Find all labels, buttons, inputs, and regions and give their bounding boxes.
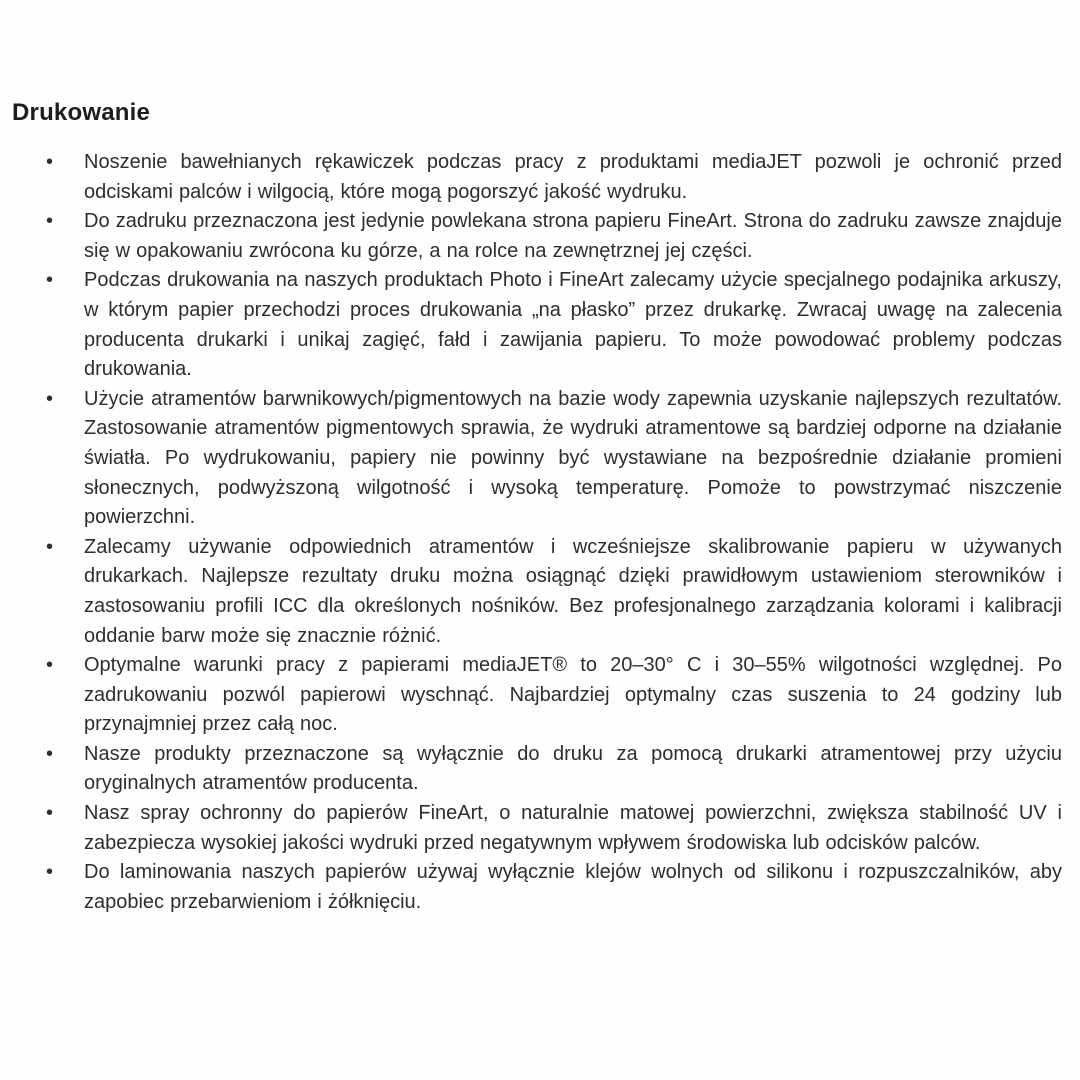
bullet-icon: • (46, 269, 54, 292)
list-item-text: Noszenie bawełnianych rękawiczek podczas pracy z produktami mediaJET pozwoli je ochronić przed odciskami palców i wilgocią, które mogą pogorszyć jakość wydruku. (84, 151, 1062, 203)
list-item (0, 858, 1080, 917)
list-item (0, 533, 1080, 651)
list-item (0, 799, 1080, 858)
list-item (0, 207, 1080, 266)
list-item-text: Podczas drukowania na naszych produktach Photo i FineArt zalecamy użycie specjalnego podajnika arkuszy, w którym papier przechodzi proces drukowania „na płasko” przez drukarkę. Zwracaj uwagę na zalecenia producenta drukarki i unikaj zagięć, fałd i zawijania papieru. To może powodować problemy podczas drukowania. (84, 269, 1062, 381)
list-item (0, 385, 1080, 533)
list-item-text: Do zadruku przeznaczona jest jedynie powlekana strona papieru FineArt. Strona do zadruku zawsze znajduje się w opakowaniu zwrócona ku górze, a na rolce na zewnętrznej jej części. (84, 210, 1062, 262)
bullet-icon: • (46, 535, 54, 558)
list-item (0, 148, 1080, 207)
list-item (0, 740, 1080, 799)
list-item-text: Do laminowania naszych papierów używaj wyłącznie klejów wolnych od silikonu i rozpuszczalników, aby zapobiec przebarwieniom i żółknięciu. (84, 861, 1062, 913)
list-item-text: Zalecamy używanie odpowiednich atramentów i wcześniejsze skalibrowanie papieru w używanych drukarkach. Najlepsze rezultaty druku można osiągnąć dzięki prawidłowym ustawieniom sterowników i zastosowaniu profili ICC dla określonych nośników. Bez profesjonalnego zarządzania kolorami i kalibracji oddanie barw może się znacznie różnić. (84, 535, 1062, 647)
bullet-list (0, 148, 1080, 917)
bullet-icon: • (46, 802, 54, 825)
list-item-text: Nasze produkty przeznaczone są wyłącznie do druku za pomocą drukarki atramentowej przy użyciu oryginalnych atramentów producenta. (84, 742, 1062, 795)
bullet-icon: • (46, 210, 54, 233)
bullet-icon: • (46, 151, 54, 173)
list-item-text: Optymalne warunki pracy z papierami mediaJET® to 20–30° C i 30–55% wilgotności względnej. Po zadrukowaniu pozwól papierowi wyschnąć. Najbardziej optymalny czas suszenia to 24 godziny lub przynajmniej przez całą noc. (84, 654, 1062, 736)
list-item (0, 266, 1080, 384)
bullet-icon: • (46, 742, 54, 765)
list-item (0, 651, 1080, 740)
page-title: Drukowanie (12, 99, 151, 126)
bullet-icon: • (46, 861, 54, 884)
list-item-text: Użycie atramentów barwnikowych/pigmentowych na bazie wody zapewnia uzyskanie najlepszych rezultatów. Zastosowanie atramentów pigmentowych sprawia, że wydruki atramentowe są bardziej odporne na działanie światła. Po wydrukowaniu, papiery nie powinny być wystawiane na bezpośrednie działanie promieni słonecznych, podwyższoną wilgotność i wysoką temperaturę. Pomoże to powstrzymać niszczenie powierzchni. (84, 387, 1062, 529)
bullet-icon: • (46, 387, 54, 410)
bullet-icon: • (46, 654, 54, 677)
list-item-text: Nasz spray ochronny do papierów FineArt, o naturalnie matowej powierzchni, zwiększa stabilność UV i zabezpiecza wysokiej jakości wydruki przed negatywnym wpływem środowiska lub odcisków palców. (84, 802, 1062, 854)
